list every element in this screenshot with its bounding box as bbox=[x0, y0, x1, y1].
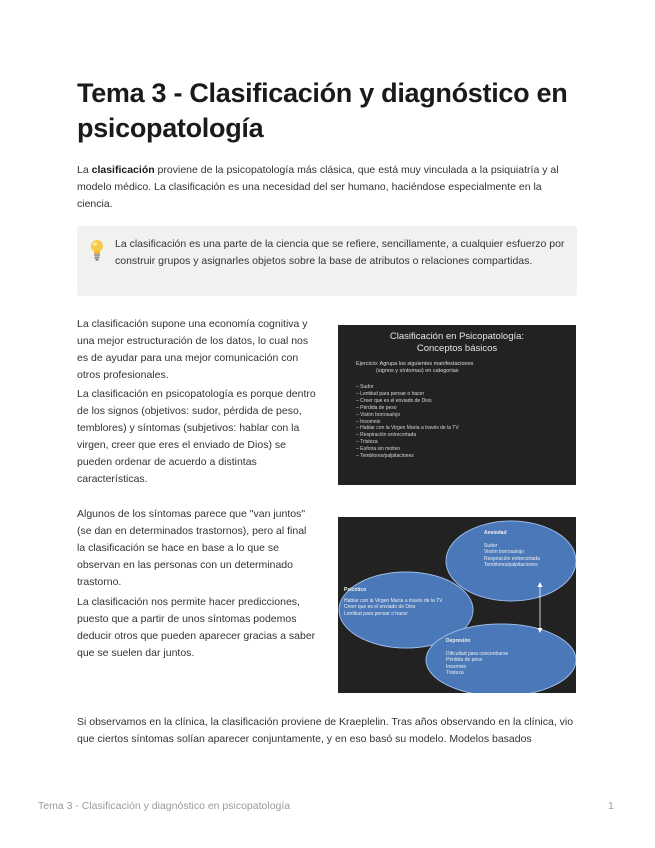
slide1-list-item: – Lentitud para pensar o hacer bbox=[356, 390, 425, 397]
ellipse1-title: Ansiedad bbox=[484, 530, 507, 536]
slide1-list-item: – Tristeza bbox=[356, 439, 378, 446]
ellipse2-item: Creer que es el enviado de Dios bbox=[344, 604, 416, 610]
ellipse2-item: Lentitud para pensar o hacer bbox=[344, 610, 408, 617]
closing-paragraph: Si observamos en la clínica, la clasificación proviene de Kraeplelin. Tras años observando en la clínica, vio que ciertos síntomas solían aparecer conjuntamente, y en eso basó su modelo. Modelos basados bbox=[77, 716, 574, 745]
slide1-subtitle-line1: Ejercicio: Agrupa los siguientes manifestaciones bbox=[356, 361, 474, 367]
slide1-title-line2: Conceptos básicos bbox=[416, 343, 498, 354]
intro-prefix: La bbox=[77, 164, 92, 176]
ellipse3-item: Dificultad para concentrarse bbox=[446, 650, 509, 657]
ellipse3-text bbox=[446, 638, 546, 677]
footer-title: Tema 3 - Clasificación y diagnóstico en psicopatología bbox=[38, 800, 291, 812]
ellipse2-item: Hablar con la Virgen María a través de la TV bbox=[344, 597, 443, 604]
section2-paragraph-2: La clasificación nos permite hacer predicciones, puesto que a partir de unos síntomas podemos deducir otros que pueden aparecer gracias a saber que se suelen dar juntos. bbox=[77, 596, 316, 659]
ellipse3-item: Insomnio bbox=[446, 663, 467, 670]
section1-paragraph-2: La clasificación en psicopatología es porque dentro de los signos (objetivos: sudor, pérdida de peso, temblores) y síntomas (subjetivos: hablar con la virgen, creer que eres el enviado de Dios) se pueden ordenar de acuerdo a distintas características. bbox=[77, 388, 316, 485]
section2-paragraph-1: Algunos de los síntomas parece que "van juntos" (se dan en determinados trastornos), pero al final la clasificación se hace en base a lo que se observan en las personas con un determinado trastorno. bbox=[77, 508, 307, 588]
intro-rest: proviene de la psicopatología más clásica, que está muy vinculada a la psiquiatría y al modelo médico. La clasificación es una necesidad del ser humano, haciéndose especialmente en la ciencia. bbox=[77, 164, 559, 210]
callout-box bbox=[77, 226, 577, 296]
ellipse3-title: Depresión bbox=[446, 638, 471, 644]
ellipse2-title: Psicótico bbox=[344, 587, 367, 593]
slide1-list-item: – Euforia sin motivo bbox=[356, 446, 400, 453]
slide1-list-item: – Insomnio bbox=[356, 418, 381, 425]
ellipse1-text bbox=[484, 530, 564, 569]
slide1-list-item: – Pérdida de peso bbox=[356, 404, 397, 411]
ellipse1-item: Respiración entrecortada bbox=[484, 555, 540, 562]
callout-text: La clasificación es una parte de la ciencia que se refiere, sencillamente, a cualquier esfuerzo por construir grupos y asignarles objetos sobre la base de atributos o relaciones compartidas. bbox=[115, 238, 565, 267]
slide1-list-item: – Hablar con la Virgen María a través de la TV bbox=[356, 425, 459, 432]
intro-paragraph bbox=[77, 162, 577, 213]
slide-image-concepts bbox=[338, 325, 576, 485]
slide1-list-item: – Creer que es el enviado de Dios bbox=[356, 397, 432, 404]
slide1-list-item: – Sudor bbox=[356, 384, 374, 390]
slide1-list-item: – Visión borrosa/ojo bbox=[356, 411, 401, 418]
lightbulb-icon bbox=[89, 239, 105, 261]
intro-bold-term: clasificación bbox=[91, 164, 155, 176]
slide1-list-item: – Temblores/palpitaciones bbox=[356, 453, 414, 460]
page-title: Tema 3 - Clasificación y diagnóstico en psicopatología bbox=[77, 78, 568, 143]
slide1-subtitle-line2: (signos y síntomas) en categorías bbox=[376, 368, 459, 374]
slide1-subtitle bbox=[356, 361, 566, 375]
slide-image-groups bbox=[338, 517, 576, 693]
ellipse3-item: Tristeza bbox=[446, 670, 464, 676]
slide1-title bbox=[338, 331, 576, 355]
ellipse1-item: Sudor bbox=[484, 542, 498, 549]
ellipse3-item: Pérdida de peso bbox=[446, 657, 483, 663]
footer-page-number: 1 bbox=[608, 800, 614, 812]
slide1-list bbox=[356, 384, 566, 460]
section1-paragraph-1: La clasificación supone una economía cognitiva y una mejor estructuración de los datos, lo cual nos es de ayudar para una mejor comunicación con otros profesionales. bbox=[77, 318, 309, 381]
ellipse1-item: Temblores/palpitaciones bbox=[484, 562, 538, 568]
ellipse2-text bbox=[344, 587, 472, 617]
slide1-list-item: – Respiración entrecortada bbox=[356, 432, 417, 439]
ellipse1-item: Visión borrosa/ojo bbox=[484, 549, 524, 555]
slide1-title-line1: Clasificación en Psicopatología: bbox=[389, 331, 525, 342]
